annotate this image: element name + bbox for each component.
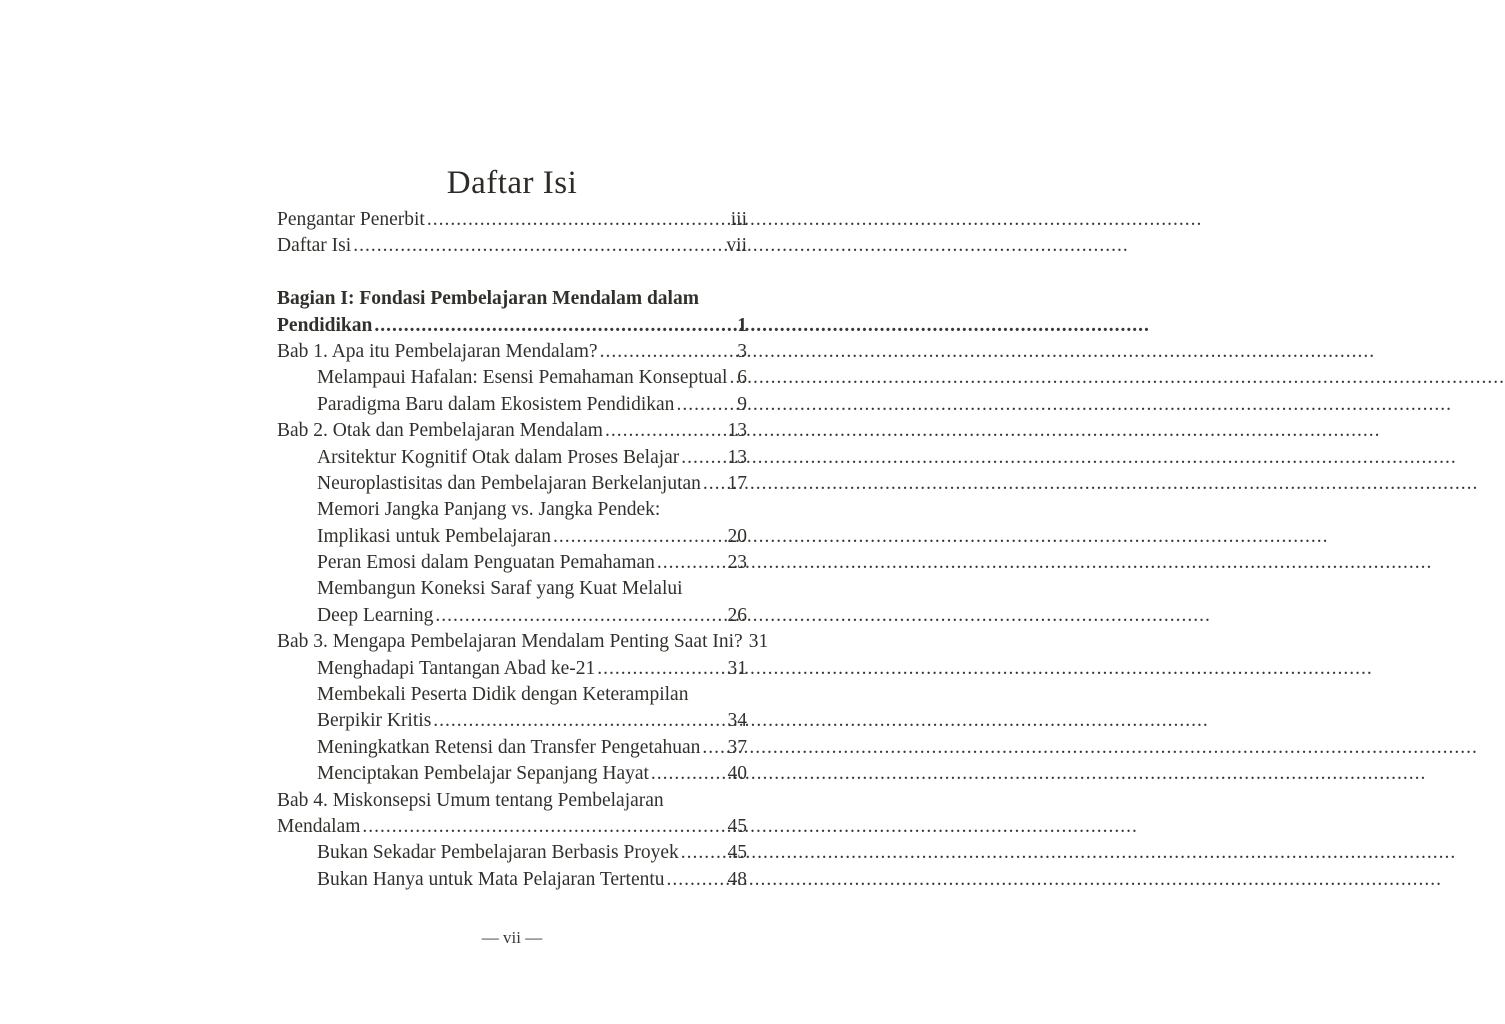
dot-leader bbox=[600, 339, 734, 365]
toc-entry-label: Mendalam bbox=[277, 815, 361, 837]
toc-entry-label: Paradigma Baru dalam Ekosistem Pendidikan bbox=[317, 393, 675, 415]
footer-page-number: — vii — bbox=[481, 928, 543, 947]
toc-entry-page-number: 20 bbox=[727, 525, 747, 547]
toc-entry bbox=[277, 418, 747, 444]
toc-entry-label: Membekali Peserta Didik dengan Keterampilan bbox=[317, 684, 689, 706]
toc-entry-page-number: 37 bbox=[727, 736, 747, 758]
dot-leader bbox=[702, 735, 723, 761]
toc-entry bbox=[277, 629, 769, 655]
toc-entry-label: Bab 2. Otak dan Pembelajaran Mendalam bbox=[277, 420, 603, 442]
toc-entry bbox=[277, 761, 747, 787]
toc-entry bbox=[277, 524, 747, 550]
toc-entry-label: Bab 1. Apa itu Pembelajaran Mendalam? bbox=[277, 340, 598, 362]
toc-entries bbox=[277, 207, 769, 893]
toc-entry-label: Memori Jangka Panjang vs. Jangka Pendek: bbox=[317, 499, 661, 521]
toc-entry-page-number: 3 bbox=[737, 340, 747, 362]
dot-leader bbox=[605, 418, 724, 444]
toc-entry bbox=[277, 550, 747, 576]
dot-leader bbox=[353, 233, 722, 259]
toc-entry bbox=[277, 471, 747, 497]
toc-entry-label: Implikasi untuk Pembelajaran bbox=[317, 525, 551, 547]
toc-entry bbox=[277, 339, 747, 365]
toc-entry-page-number: 13 bbox=[727, 446, 747, 468]
dot-leader bbox=[362, 814, 723, 840]
toc-entry-label: Menghadapi Tantangan Abad ke-21 bbox=[317, 657, 596, 679]
dot-leader bbox=[703, 471, 724, 497]
dot-leader bbox=[374, 313, 733, 339]
toc-entry-page-number: 13 bbox=[727, 420, 747, 442]
toc-entry bbox=[277, 233, 747, 259]
toc-entry bbox=[277, 260, 747, 286]
toc-entry-label: Berpikir Kritis bbox=[317, 710, 432, 732]
toc-entry-label: Daftar Isi bbox=[277, 235, 352, 257]
dot-leader bbox=[657, 550, 724, 576]
toc-entry bbox=[277, 286, 747, 312]
dot-leader bbox=[427, 207, 727, 233]
dot-leader bbox=[667, 867, 724, 893]
toc-entry-page-number: 48 bbox=[727, 868, 747, 890]
toc-entry-label: Bab 4. Miskonsepsi Umum tentang Pembelajaran bbox=[277, 789, 664, 811]
toc-entry-page-number: 9 bbox=[737, 393, 747, 415]
toc-entry bbox=[277, 682, 747, 708]
toc-entry-label: Pendidikan bbox=[277, 314, 373, 336]
toc-entry bbox=[277, 497, 747, 523]
toc-entry-page-number: 34 bbox=[727, 710, 747, 732]
dot-leader bbox=[597, 656, 723, 682]
toc-entry bbox=[277, 365, 747, 391]
toc-entry bbox=[277, 656, 747, 682]
toc-entry-label: Neuroplastisitas dan Pembelajaran Berkelanjutan bbox=[317, 472, 701, 494]
toc-entry-page-number: 45 bbox=[727, 842, 747, 864]
page-title: Daftar Isi bbox=[446, 165, 578, 201]
toc-entry bbox=[277, 840, 747, 866]
toc-entry-page-number: 45 bbox=[727, 815, 747, 837]
toc-entry bbox=[277, 576, 747, 602]
toc-entry bbox=[277, 445, 747, 471]
toc-entry-label: Bagian I: Fondasi Pembelajaran Mendalam dalam bbox=[277, 288, 699, 310]
toc-entry bbox=[277, 313, 747, 339]
toc-entry-label: Arsitektur Kognitif Otak dalam Proses Belajar bbox=[317, 446, 680, 468]
dot-leader bbox=[729, 365, 733, 391]
toc-entry-label: Peran Emosi dalam Penguatan Pemahaman bbox=[317, 552, 655, 574]
toc-entry-page-number: 40 bbox=[727, 763, 747, 785]
toc-entry-page-number: 31 bbox=[727, 657, 747, 679]
toc-entry bbox=[277, 708, 747, 734]
toc-entry-label: Menciptakan Pembelajar Sepanjang Hayat bbox=[317, 763, 649, 785]
toc-entry bbox=[277, 867, 747, 893]
dot-leader bbox=[433, 708, 723, 734]
dot-leader bbox=[681, 840, 724, 866]
toc-entry bbox=[277, 814, 747, 840]
toc-entry-label: Melampaui Hafalan: Esensi Pemahaman Konseptual bbox=[317, 367, 728, 389]
toc-entry-label: Bukan Sekadar Pembelajaran Berbasis Proyek bbox=[317, 842, 679, 864]
toc-entry-page-number: iii bbox=[730, 209, 747, 230]
toc-entry-page-number: 31 bbox=[748, 631, 769, 653]
toc-entry-label: Meningkatkan Retensi dan Transfer Pengetahuan bbox=[317, 736, 701, 758]
toc-entry-page-number: 17 bbox=[727, 472, 747, 494]
toc-entry bbox=[277, 603, 747, 629]
toc-entry-label: Bab 3. Mengapa Pembelajaran Mendalam Penting Saat Ini? bbox=[277, 631, 743, 653]
toc-entry-page-number: 1 bbox=[737, 314, 747, 336]
dot-leader bbox=[676, 392, 733, 418]
toc-entry-page-number: 23 bbox=[727, 552, 747, 574]
toc-entry-label: Membangun Koneksi Saraf yang Kuat Melalui bbox=[317, 578, 683, 600]
toc-entry-page-number: 6 bbox=[737, 367, 747, 389]
toc-entry bbox=[277, 392, 747, 418]
toc-entry bbox=[277, 207, 747, 233]
dot-leader bbox=[435, 603, 723, 629]
toc-entry-label: Deep Learning bbox=[317, 604, 434, 626]
dot-leader bbox=[553, 524, 724, 550]
dot-leader bbox=[651, 761, 724, 787]
dot-leader bbox=[681, 445, 723, 471]
toc-entry bbox=[277, 735, 747, 761]
table-of-contents bbox=[277, 163, 769, 893]
toc-entry bbox=[277, 788, 747, 814]
toc-entry-page-number: vii bbox=[726, 235, 747, 257]
toc-entry-page-number: 26 bbox=[727, 604, 747, 626]
toc-entry-label: Pengantar Penerbit bbox=[277, 209, 425, 230]
toc-entry-label: Bukan Hanya untuk Mata Pelajaran Tertentu bbox=[317, 868, 665, 890]
